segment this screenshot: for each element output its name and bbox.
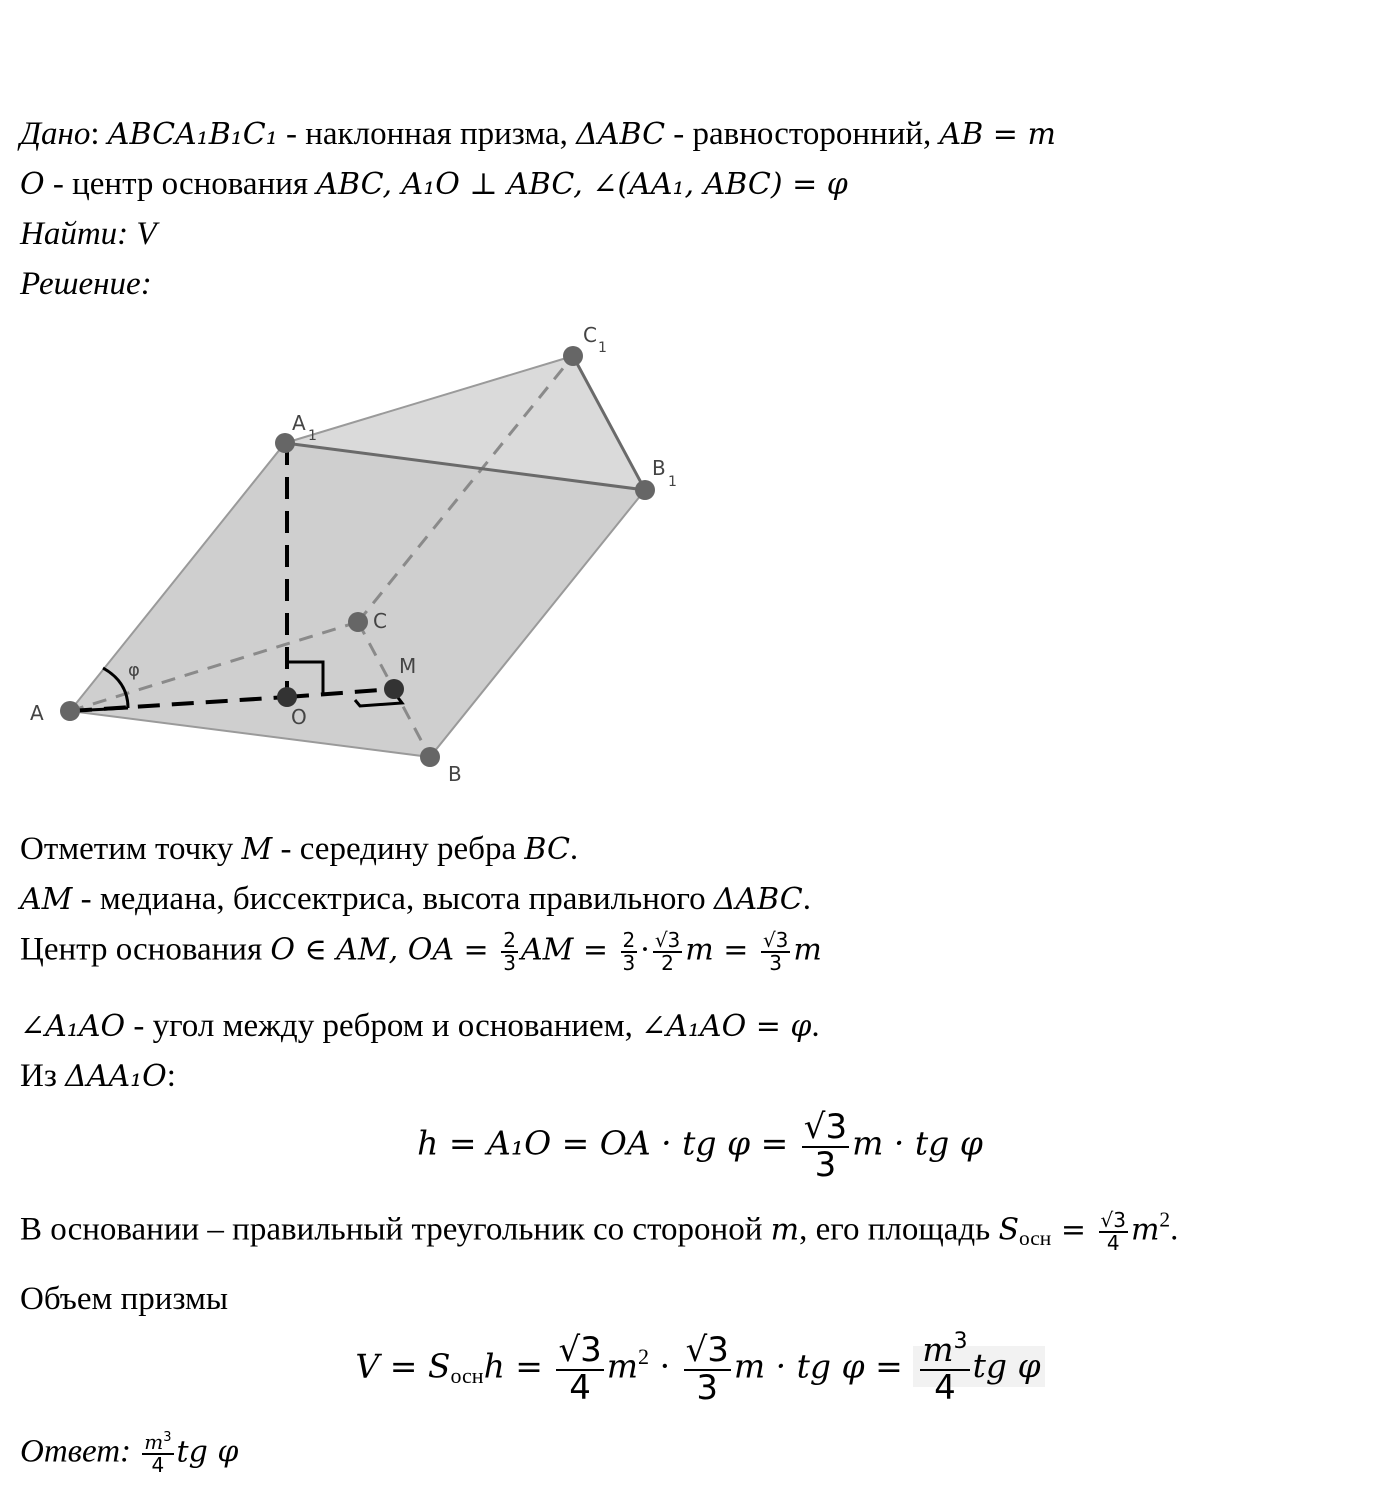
answer-fraction [142,1432,173,1476]
label-A1: A [292,411,306,435]
step-6-rest: , его площадь [799,1211,999,1248]
fraction-sqrt3-4-large [556,1330,603,1408]
triangle-abc: ΔABC [713,882,803,917]
step-5 [20,1057,176,1097]
step-3-m-end: m [793,932,822,968]
fraction-sqrt3-3-large [802,1107,849,1185]
angle-a1ao: ∠A₁AO [20,1009,126,1044]
frac-den: 4 [151,1453,165,1477]
label-phi: φ [128,660,140,681]
answer-power-3: 3 [163,1430,172,1446]
step-4-text: - угол между ребром и основанием, [125,1008,642,1044]
frac-num: √3 [654,928,681,952]
m-squared: m [1130,1212,1160,1248]
point-B [420,747,440,767]
segment-am: AM [20,882,73,917]
step-3 [20,930,822,974]
step-2 [20,880,811,920]
frac-num: √3 [558,1330,602,1370]
v-s: S [427,1346,451,1386]
eq-sign: = [1051,1212,1096,1248]
answer-m: m [144,1430,164,1454]
label-M: M [399,654,417,678]
label-A: A [30,701,44,725]
point-C [348,612,368,632]
label-B: B [448,762,462,786]
find-label: Найти [20,216,118,252]
solution-line: Решение: [20,266,152,302]
step-6 [20,1207,1179,1255]
label-C1-sub: 1 [598,340,607,356]
answer-line [20,1432,238,1476]
label-B1-sub: 1 [668,474,677,490]
triangle-aa1o: ΔAA₁O [65,1059,167,1094]
label-C1: C [583,323,597,347]
given-label: Дано [20,116,91,152]
height-formula [0,1107,1400,1185]
frac-num: √3 [685,1330,729,1370]
frac-num [920,1327,969,1371]
solution-label: Решение [20,266,141,302]
side-eq: AB = m [939,117,1056,152]
v-s-sub: осн [450,1362,484,1388]
volume-formula [0,1327,1400,1408]
fraction-sqrt3-4 [1099,1210,1128,1254]
fraction-2-3-b [621,930,638,974]
point-A [60,701,80,721]
edge-bc: BC [524,832,570,867]
fraction-sqrt3-3 [761,930,790,974]
step-6-end: . [1170,1211,1179,1248]
frac-den: 4 [1106,1231,1120,1255]
v-h: h = [483,1346,554,1386]
step-2-text: - медиана, биссектриса, высота правильного [72,881,714,917]
step-7 [20,1280,228,1320]
step-3-expr: O ∈ AM, OA = [270,932,499,968]
center-desc: - центр основания [44,166,317,202]
step-4-end: . [811,1008,820,1044]
v-power-2: 2 [638,1344,650,1370]
label-B1: B [652,456,666,480]
triangle-desc: - равносторонний, [665,116,940,152]
prism-desc: - наклонная призма, [277,116,577,152]
point-M [384,679,404,699]
frac-den: 3 [622,951,636,975]
frac-num: √3 [762,928,789,952]
step-5-text: Из [20,1058,66,1094]
v-m2: m [606,1346,639,1386]
prism-name: ABCA₁B₁C₁ [107,117,278,152]
v-dot: · [649,1346,681,1386]
step-1 [20,830,578,870]
frac-num: 2 [622,928,636,952]
answer-tg: tg φ [176,1434,239,1470]
conditions: ABC, A₁O ⊥ ABC, ∠(AA₁, ABC) = φ [316,167,848,202]
step-3-text: Центр основания [20,931,271,968]
v-m3: m [922,1330,954,1369]
h-formula-lhs: h = A₁O = OA · tg φ = [417,1123,799,1163]
point-m: M [241,832,273,867]
power-2: 2 [1159,1207,1171,1232]
frac-den: 4 [934,1367,956,1408]
point-O [277,687,297,707]
label-A1-sub: 1 [308,428,317,444]
prism-figure [0,320,720,800]
find-line: Найти: V [20,216,157,252]
fraction-m3-4 [920,1327,969,1408]
given-line-1: Дано: ABCA₁B₁C₁ - наклонная призма, ΔABC - равносторонний, AB = m [20,116,1056,152]
step-6-text: В основании – правильный треугольник со стороной [20,1211,771,1248]
side-m: m [770,1212,800,1248]
step-7-text: Объем призмы [20,1281,229,1317]
center-point: O [20,167,45,202]
v-mtg: m · tg φ = [733,1346,914,1386]
point-B1 [635,480,655,500]
frac-den: 4 [569,1367,591,1408]
frac-num: √3 [1100,1208,1126,1232]
area-s: S [998,1212,1020,1248]
find-value: V [136,216,157,252]
frac-den: 3 [769,951,783,975]
face-front [70,443,645,757]
dot: · [640,932,650,968]
answer-label: Ответ: [20,1433,132,1470]
area-sub: осн [1019,1225,1052,1250]
fraction-sqrt3-3-v [684,1330,731,1408]
step-1-text: Отметим точку [20,831,242,867]
fraction-2-3 [501,930,518,974]
frac-num: √3 [803,1107,848,1147]
step-4 [20,1007,820,1047]
frac-num: 2 [503,928,516,952]
point-C1 [563,346,583,366]
step-5-end: : [166,1058,176,1094]
frac-den: 3 [696,1367,719,1408]
triangle-name: ΔABC [576,117,666,152]
fraction-sqrt3-2 [653,930,682,974]
v-tg: tg φ [972,1346,1041,1386]
frac-den: 3 [503,951,516,975]
step-1-rest: - середину ребра [272,831,525,867]
final-result [913,1327,1044,1408]
h-formula-tail: m · tg φ [852,1123,983,1163]
v-lhs: V = [355,1346,428,1386]
frac-den: 3 [814,1144,837,1185]
step-3-m: m = [685,932,758,968]
v-power-3: 3 [953,1327,968,1354]
step-3-am: AM = [520,932,618,968]
frac-den: 2 [661,951,674,975]
given-line-2 [20,165,848,205]
step-1-end: . [569,831,579,867]
point-A1 [275,433,295,453]
label-O: O [291,705,307,729]
angle-eq: ∠A₁AO = φ [641,1009,812,1044]
frac-num [142,1432,173,1455]
step-2-end: . [802,881,811,917]
label-C: C [373,609,387,633]
